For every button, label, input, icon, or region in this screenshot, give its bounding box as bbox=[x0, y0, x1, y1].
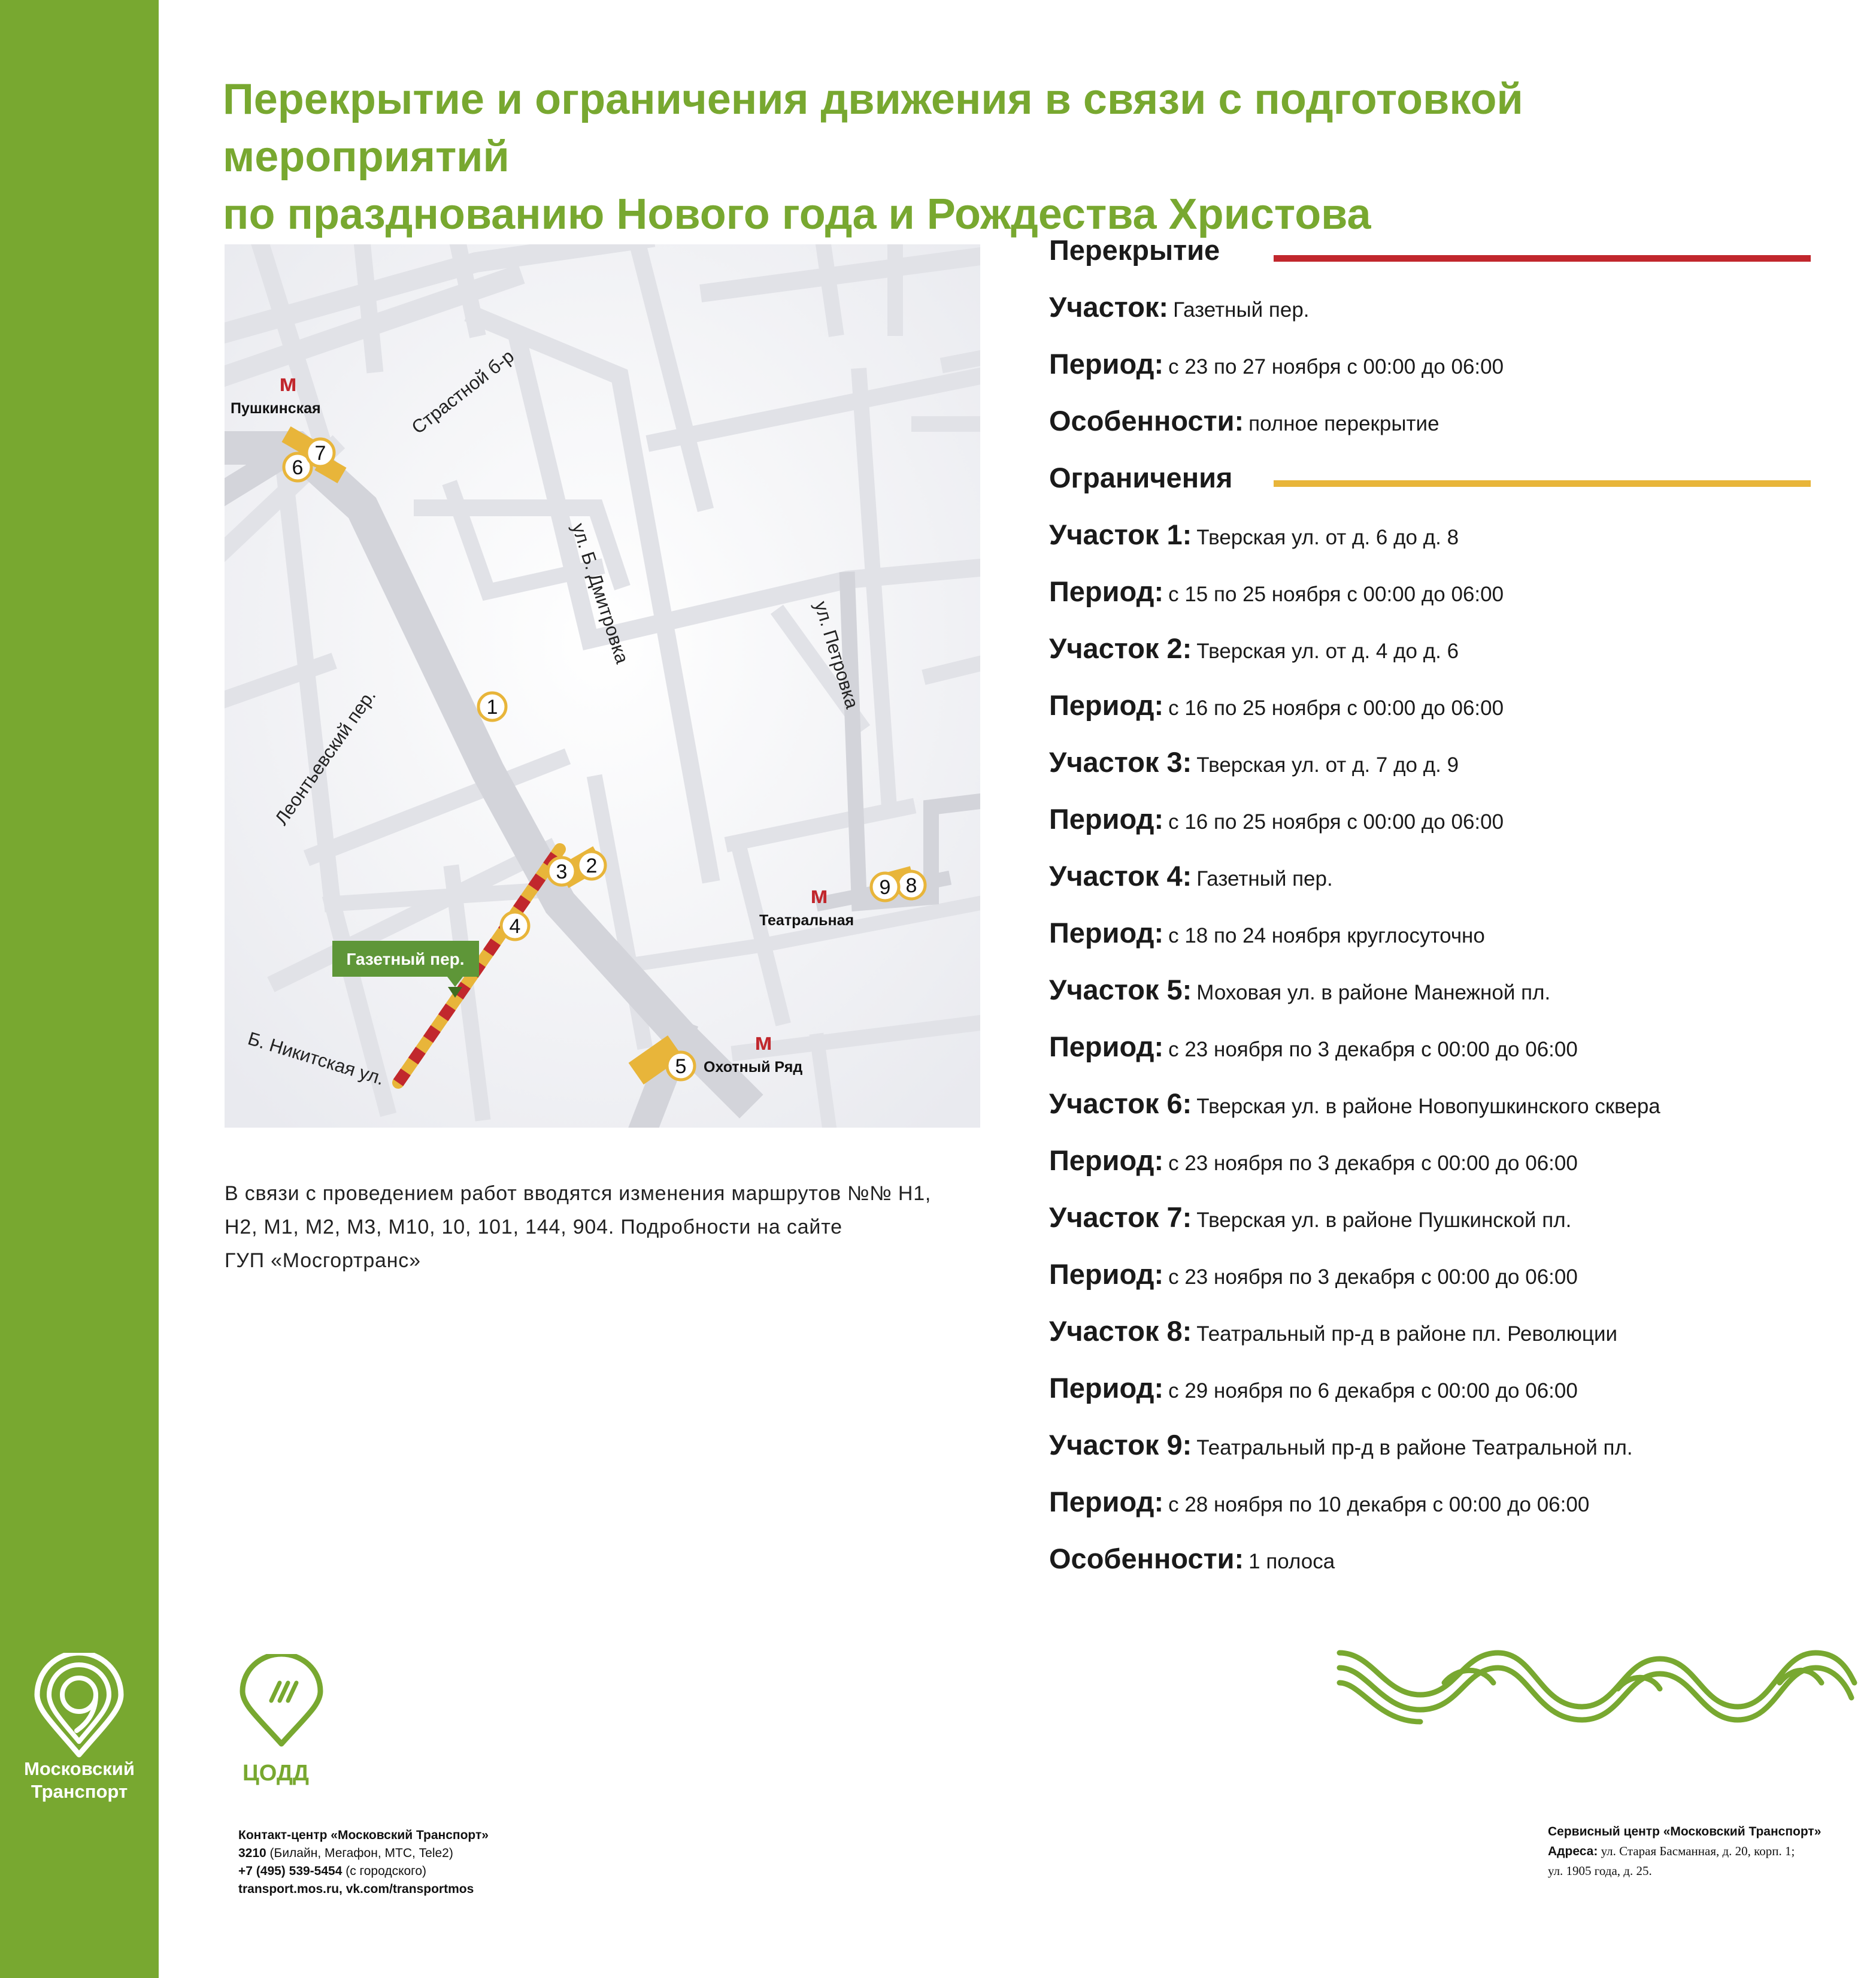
legend-value: с 23 по 27 ноября с 00:00 до 06:00 bbox=[1168, 355, 1504, 378]
closure-heading: Перекрытие bbox=[1049, 234, 1220, 266]
page-title-line2: по празднованию Нового года и Рождества Христова bbox=[223, 190, 1371, 238]
contact-web-links[interactable]: transport.mos.ru, vk.com/transportmos bbox=[238, 1882, 474, 1896]
legend-row bbox=[1049, 1485, 1589, 1518]
street-label-strastnoy: Страстной б-р bbox=[407, 345, 518, 438]
note-line3: ГУП «Мосгортранс» bbox=[225, 1249, 421, 1272]
metro-m-icon: м bbox=[754, 1029, 772, 1055]
marker-label-8: 8 bbox=[905, 874, 917, 897]
brand-name bbox=[0, 1758, 159, 1803]
legend-key: Период: bbox=[1049, 1258, 1164, 1290]
page-title bbox=[223, 71, 1810, 243]
service-address-2: ул. 1905 года, д. 25. bbox=[1548, 1864, 1652, 1878]
legend-row bbox=[1049, 290, 1310, 323]
service-address-1: ул. Старая Басманная, д. 20, корп. 1; bbox=[1598, 1844, 1795, 1858]
restriction-heading-row bbox=[1049, 461, 1232, 494]
legend-key: Участок 1: bbox=[1049, 519, 1192, 550]
legend-key: Период: bbox=[1049, 917, 1164, 949]
legend-row bbox=[1049, 404, 1439, 437]
moscow-transport-logo-icon bbox=[30, 1653, 129, 1761]
legend-row bbox=[1049, 632, 1459, 665]
street-label-b-nikitskaya: Б. Никитская ул. bbox=[245, 1028, 387, 1089]
legend-row bbox=[1049, 347, 1504, 380]
codd-label: ЦОДД bbox=[243, 1761, 309, 1786]
marker-label-9: 9 bbox=[879, 876, 891, 899]
legend-key: Участок 9: bbox=[1049, 1429, 1192, 1461]
legend-key: Участок 3: bbox=[1049, 746, 1192, 778]
legend-key: Период: bbox=[1049, 1144, 1164, 1176]
metro-m-icon: м bbox=[810, 882, 828, 908]
marker-label-5: 5 bbox=[675, 1055, 687, 1078]
wave-ornament-icon bbox=[1336, 1641, 1857, 1725]
legend-value: Тверская ул. в районе Пушкинской пл. bbox=[1196, 1208, 1572, 1232]
closure-line-swatch bbox=[1274, 255, 1811, 262]
legend-value: Газетный пер. bbox=[1173, 298, 1310, 322]
legend-row bbox=[1049, 1542, 1335, 1575]
legend-value: с 16 по 25 ноября с 00:00 до 06:00 bbox=[1168, 696, 1504, 720]
legend-key: Участок 8: bbox=[1049, 1315, 1192, 1347]
metro-label-okhotny: Охотный Ряд bbox=[704, 1059, 803, 1076]
legend-row bbox=[1049, 1371, 1578, 1404]
marker-label-6: 6 bbox=[292, 456, 304, 479]
contact-phone-short-note: (Билайн, Мегафон, МТС, Tele2) bbox=[266, 1846, 453, 1860]
service-heading: Сервисный центр «Московский Транспорт» bbox=[1548, 1825, 1822, 1838]
marker-label-7: 7 bbox=[314, 442, 326, 465]
legend-row bbox=[1049, 689, 1504, 722]
legend-row bbox=[1049, 1314, 1617, 1347]
restriction-heading: Ограничения bbox=[1049, 462, 1233, 493]
legend-key: Особенности: bbox=[1049, 1543, 1244, 1574]
legend-value: Газетный пер. bbox=[1196, 867, 1333, 890]
route-change-note bbox=[225, 1177, 980, 1277]
contact-heading: Контакт-центр «Московский Транспорт» bbox=[238, 1828, 489, 1842]
legend-key: Участок 7: bbox=[1049, 1201, 1192, 1233]
legend-key: Участок 6: bbox=[1049, 1088, 1192, 1119]
legend-value: с 23 ноября по 3 декабря с 00:00 до 06:00 bbox=[1168, 1152, 1578, 1175]
legend-key: Период: bbox=[1049, 1486, 1164, 1517]
legend-row bbox=[1049, 575, 1504, 608]
codd-logo-icon bbox=[237, 1654, 326, 1750]
legend-value: с 16 по 25 ноября с 00:00 до 06:00 bbox=[1168, 810, 1504, 834]
service-center-info bbox=[1548, 1822, 1859, 1880]
street-label-b-dmitrovka: ул. Б. Дмитровка bbox=[568, 520, 634, 667]
legend-value: Тверская ул. от д. 7 до д. 9 bbox=[1196, 753, 1459, 777]
legend-row bbox=[1049, 1144, 1578, 1177]
legend-key: Участок 4: bbox=[1049, 860, 1192, 892]
legend-value: Тверская ул. в районе Новопушкинского сквера bbox=[1196, 1095, 1660, 1118]
street-map bbox=[225, 244, 980, 1128]
contact-phone-city[interactable]: +7 (495) 539-5454 bbox=[238, 1864, 343, 1878]
street-label-leontievsky: Леонтьевский пер. bbox=[271, 685, 380, 829]
page-title-line1: Перекрытие и ограничения движения в связи с подготовкой мероприятий bbox=[223, 75, 1523, 181]
legend-row bbox=[1049, 1030, 1578, 1063]
legend-key: Период: bbox=[1049, 803, 1164, 835]
marker-label-1: 1 bbox=[486, 696, 498, 719]
restriction-line-swatch bbox=[1274, 480, 1811, 487]
callout-label: Газетный пер. bbox=[346, 950, 465, 968]
legend-row bbox=[1049, 1087, 1660, 1120]
legend-value: с 18 по 24 ноября круглосуточно bbox=[1168, 924, 1485, 947]
marker-label-3: 3 bbox=[556, 861, 568, 883]
legend-row bbox=[1049, 802, 1504, 835]
note-line2: Н2, М1, М2, М3, М10, 10, 101, 144, 904. Подробности на сайте bbox=[225, 1216, 842, 1238]
contact-phone-city-note: (с городского) bbox=[342, 1864, 427, 1878]
legend-value: 1 полоса bbox=[1248, 1550, 1335, 1573]
marker-label-4: 4 bbox=[509, 915, 521, 938]
legend-key: Участок 5: bbox=[1049, 974, 1192, 1005]
legend-row bbox=[1049, 1258, 1578, 1291]
legend-value: с 29 ноября по 6 декабря с 00:00 до 06:00 bbox=[1168, 1379, 1578, 1403]
brand-sidebar bbox=[0, 0, 159, 1978]
legend-value: Тверская ул. от д. 6 до д. 8 bbox=[1196, 526, 1459, 549]
service-address-label: Адреса: bbox=[1548, 1844, 1598, 1858]
brand-name-line1: Московский bbox=[24, 1758, 135, 1779]
legend-value: Моховая ул. в районе Манежной пл. bbox=[1196, 981, 1551, 1004]
contact-center-info bbox=[238, 1826, 777, 1898]
street-label-petrovka: ул. Петровка bbox=[810, 598, 863, 711]
legend-row bbox=[1049, 973, 1550, 1006]
metro-label-teatralnaya: Театральная bbox=[759, 912, 854, 929]
legend-row bbox=[1049, 1201, 1571, 1234]
legend-key: Период: bbox=[1049, 1031, 1164, 1062]
legend-value: с 23 ноября по 3 декабря с 00:00 до 06:00 bbox=[1168, 1265, 1578, 1289]
brand-name-line2: Транспорт bbox=[31, 1781, 128, 1802]
legend-key: Период: bbox=[1049, 348, 1164, 380]
legend-row bbox=[1049, 518, 1459, 551]
legend-value: Театральный пр-д в районе пл. Революции bbox=[1196, 1322, 1618, 1346]
legend-key: Период: bbox=[1049, 575, 1164, 607]
legend-key: Особенности: bbox=[1049, 405, 1244, 437]
metro-m-icon: м bbox=[279, 370, 297, 396]
legend-key: Период: bbox=[1049, 1372, 1164, 1404]
legend-value: Театральный пр-д в районе Театральной пл. bbox=[1196, 1436, 1633, 1459]
closure-heading-row bbox=[1049, 234, 1220, 266]
legend-value: с 15 по 25 ноября с 00:00 до 06:00 bbox=[1168, 583, 1504, 606]
legend-value: полное перекрытие bbox=[1248, 412, 1439, 435]
legend-value: с 23 ноября по 3 декабря с 00:00 до 06:00 bbox=[1168, 1038, 1578, 1061]
legend-row bbox=[1049, 1428, 1633, 1461]
legend-key: Участок 2: bbox=[1049, 632, 1192, 664]
legend-row bbox=[1049, 859, 1333, 892]
legend-row bbox=[1049, 746, 1459, 779]
legend-value: с 28 ноября по 10 декабря с 00:00 до 06:00 bbox=[1168, 1493, 1590, 1516]
contact-phone-short: 3210 bbox=[238, 1846, 266, 1860]
marker-label-2: 2 bbox=[586, 855, 598, 877]
metro-label-pushkinskaya: Пушкинская bbox=[231, 400, 321, 417]
legend-key: Участок: bbox=[1049, 291, 1169, 323]
legend-row bbox=[1049, 916, 1485, 949]
note-line1: В связи с проведением работ вводятся изменения маршрутов №№ Н1, bbox=[225, 1182, 932, 1205]
legend-value: Тверская ул. от д. 4 до д. 6 bbox=[1196, 640, 1459, 663]
legend-key: Период: bbox=[1049, 689, 1164, 721]
